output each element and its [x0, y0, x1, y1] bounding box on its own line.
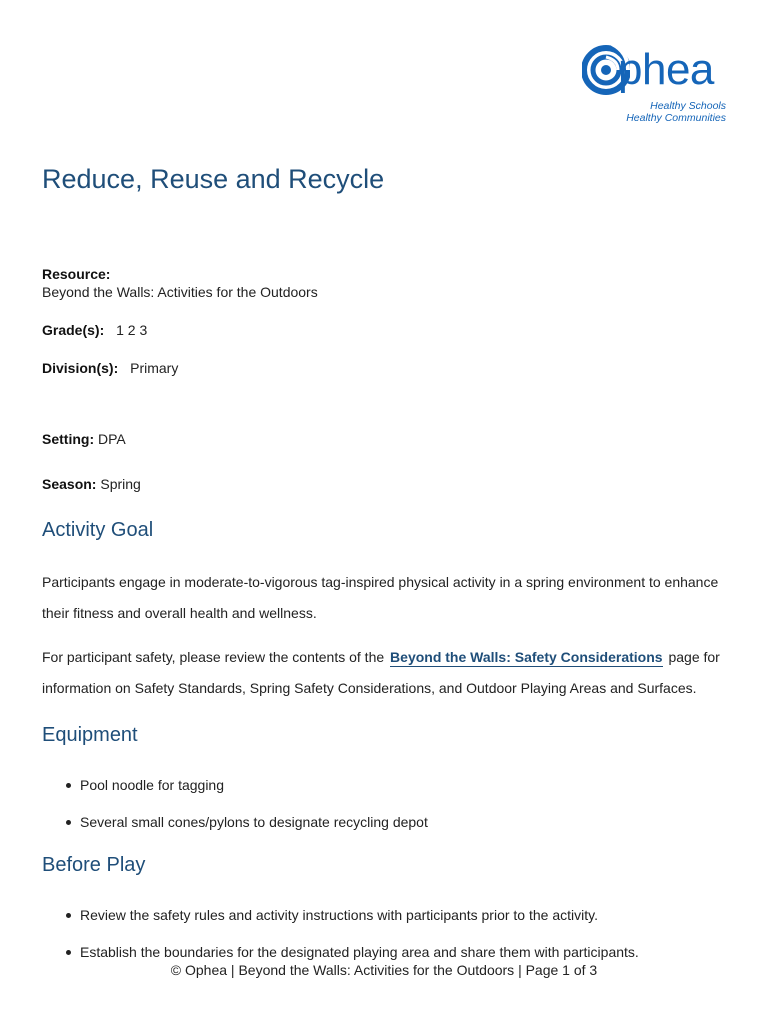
setting-value: DPA: [98, 431, 126, 447]
page-footer: © Ophea | Beyond the Walls: Activities for the Outdoors | Page 1 of 3: [170, 962, 598, 978]
divisions-value: Primary: [130, 360, 179, 376]
logo-wordmark: phea: [618, 45, 714, 94]
list-item: Review the safety rules and activity instructions with participants prior to the activity.: [66, 906, 639, 943]
season-value: Spring: [100, 476, 141, 492]
equipment-heading: Equipment: [42, 724, 138, 746]
activity-goal-paragraph: Participants engage in moderate-to-vigorous tag-inspired physical activity in a spring environment to enhance their fitness and overall health and wellness.: [42, 574, 719, 621]
before-play-list: [66, 906, 639, 961]
equipment-list: [66, 776, 428, 850]
list-item: Several small cones/pylons to designate recycling depot: [66, 813, 428, 850]
season-label: Season:: [42, 476, 97, 492]
page-title: Reduce, Reuse and Recycle: [42, 164, 385, 194]
before-play-heading: Before Play: [42, 854, 146, 876]
list-item: Establish the boundaries for the designated playing area and share them with participants.: [66, 943, 639, 961]
resource-field: [42, 265, 318, 301]
resource-value: Beyond the Walls: Activities for the Outdoors: [42, 284, 318, 300]
resource-label: Resource:: [42, 266, 111, 282]
grades-value: 1 2 3: [116, 322, 148, 338]
setting-label: Setting:: [42, 431, 95, 447]
safety-text-after: page for information on Safety Standards, Spring Safety Considerations, and Outdoor Playing Areas and Surfaces.: [42, 649, 720, 696]
ophea-logo: [582, 42, 732, 128]
logo-tagline-1: Healthy Schools: [650, 100, 726, 112]
divisions-label: Division(s):: [42, 360, 119, 376]
season-field: [42, 475, 141, 493]
divisions-field: [42, 359, 178, 377]
logo-tagline-2: Healthy Communities: [626, 112, 726, 124]
activity-goal-heading: Activity Goal: [42, 519, 154, 541]
grades-field: [42, 321, 147, 339]
list-item: Pool noodle for tagging: [66, 776, 428, 813]
safety-paragraph: [42, 642, 722, 704]
safety-text-before: For participant safety, please review the contents of the: [42, 649, 385, 665]
grades-label: Grade(s):: [42, 322, 105, 338]
setting-field: [42, 430, 126, 448]
safety-considerations-link[interactable]: Beyond the Walls: Safety Considerations: [390, 649, 663, 665]
